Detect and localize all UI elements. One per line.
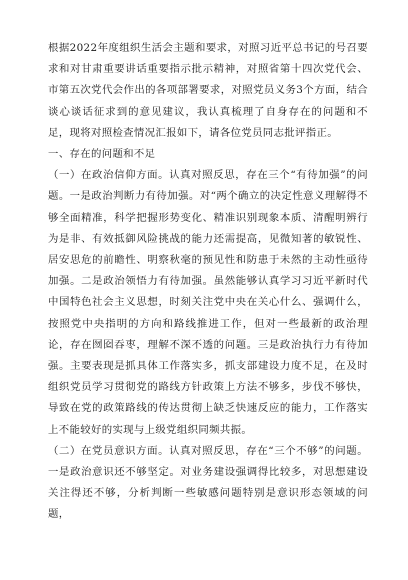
- paragraph-political-belief: （一）在政治信仰方面。认真对照反思，存在三个“有待加强”的问题。一是政治判断力有待加强。对“两个确立的决定性意义理解得不够全面精准，科学把握形势变化、精准识别现象本质、清醒明辨行为是非、有效抵御风险挑战的能力还需提高，见微知著的敏锐性、居安思危的前瞻性、明察秋毫的预见性和防患于未然的主动性亟待加强。二是政治领悟力有待加强。虽然能够认真学习习近平新时代中国特色社会主义思想，时刻关注党中央在关心什么、强调什么，按照党中央指明的方向和路线推进工作，但对一些最新的政治理论，存在囫囵吞枣，理解不深不透的问题。三是政治执行力有待加强。主要表现是抓具体工作落实多，抓支部建设力度不足，在及时组织党员学习贯彻党的路线方针政策上方法不够多，步伐不够快，导致在党的政策路线的传达贯彻上缺乏快速反应的能力，工作落实上不能较好的实现与上级党组织同频共振。: [48, 169, 368, 436]
- intro-paragraph: 根据2022年度组织生活会主题和要求，对照习近平总书记的号召要求和对甘肃重要讲话重要指示批示精神，对照省第十四次党代会、市第五次党代会作出的各项部署要求，对照党员义务3个方面，结合谈心谈话征求到的意见建议，我认真梳理了自身存在的问题和不足，现将对照检查情况汇报如下，请各位党员同志批评指正。: [48, 42, 368, 139]
- section-heading: 一、存在的问题和不足: [48, 148, 156, 161]
- paragraph-party-awareness: （二）在党员意识方面。认真对照反思，存在“三个不够”的问题。一是政治意识还不够坚定。对业务建设强调得比较多，对思想建设关注得还不够，分析判断一些敏感问题特别是意识形态领域的问题，: [48, 444, 368, 521]
